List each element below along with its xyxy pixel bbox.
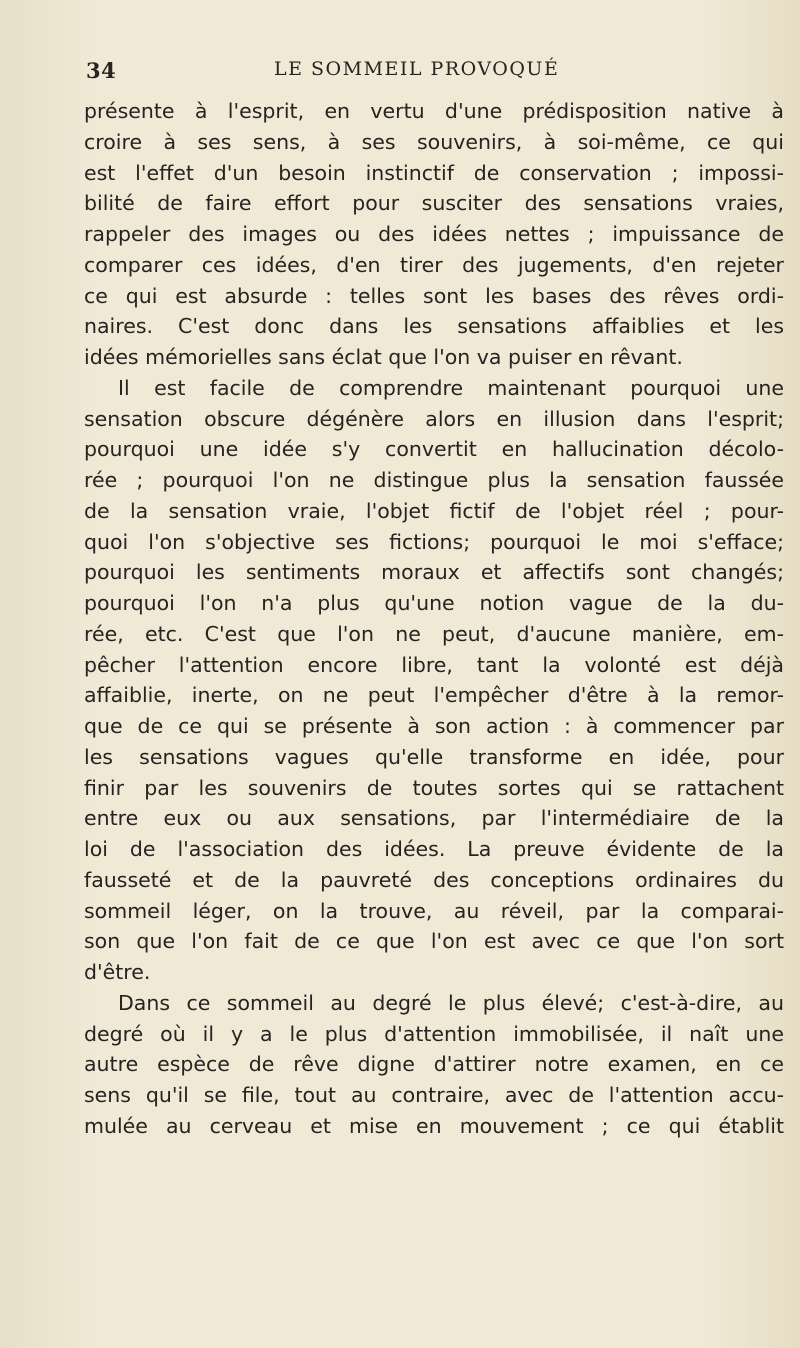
text-line: présente à l'esprit, en vertu d'une prédisposition native à — [84, 99, 784, 123]
text-line: mulée au cerveau et mise en mouvement ; ce qui établit — [84, 1113, 784, 1138]
text-line: pourquoi les sentiments moraux et affectifs sont changés; — [84, 560, 784, 585]
text-line: sens qu'il se file, tout au contraire, avec de l'attention accu- — [84, 1083, 784, 1107]
page-header — [86, 58, 786, 88]
text-line: rée, etc. C'est que l'on ne peut, d'aucune manière, em- — [84, 621, 784, 646]
text-line: les sensations vagues qu'elle transforme en idée, pour — [84, 744, 784, 769]
page-number: 34 — [86, 58, 117, 83]
text-line: finir par les souvenirs de toutes sortes qui se rattachent — [84, 775, 784, 800]
text-line: son que l'on fait de ce que l'on est avec ce que l'on sort — [84, 929, 784, 954]
text-line: Dans ce sommeil au degré le plus élevé; c'est-à-dire, au — [118, 990, 784, 1015]
text-line: ce qui est absurde : telles sont les bases des rêves ordi- — [84, 283, 784, 308]
text-line: fausseté et de la pauvreté des conceptions ordinaires du — [84, 867, 784, 892]
text-line: sensation obscure dégénère alors en illusion dans l'esprit; — [84, 406, 784, 431]
text-line: croire à ses sens, à ses souvenirs, à soi-même, ce qui — [84, 129, 784, 154]
text-line: rée ; pourquoi l'on ne distingue plus la sensation faussée — [84, 468, 784, 492]
text-line: entre eux ou aux sensations, par l'intermédiaire de la — [84, 806, 784, 831]
text-line: de la sensation vraie, l'objet fictif de l'objet réel ; pour- — [84, 498, 784, 523]
text-line: idées mémorielles sans éclat que l'on va puiser en rêvant. — [84, 345, 683, 369]
text-line: pourquoi une idée s'y convertit en hallucination décolo- — [84, 437, 784, 462]
text-line: degré où il y a le plus d'attention immobilisée, il naît une — [84, 1021, 784, 1046]
text-line: d'être. — [84, 960, 151, 984]
text-line: comparer ces idées, d'en tirer des jugements, d'en rejeter — [84, 252, 784, 277]
text-line: pêcher l'attention encore libre, tant la volonté est déjà — [84, 652, 784, 677]
text-line: autre espèce de rêve digne d'attirer notre examen, en ce — [84, 1052, 784, 1077]
text-line: Il est facile de comprendre maintenant pourquoi une — [118, 375, 784, 400]
text-line: sommeil léger, on la trouve, au réveil, par la comparai- — [84, 898, 784, 923]
text-line: quoi l'on s'objective ses fictions; pourquoi le moi s'efface; — [84, 529, 784, 554]
text-line: naires. C'est donc dans les sensations affaiblies et les — [84, 314, 784, 339]
text-line: que de ce qui se présente à son action : à commencer par — [84, 714, 784, 738]
text-line: loi de l'association des idées. La preuve évidente de la — [84, 837, 784, 861]
text-line: bilité de faire effort pour susciter des sensations vraies, — [84, 191, 784, 216]
running-title: LE SOMMEIL PROVOQUÉ — [274, 58, 560, 80]
text-line: est l'effet d'un besoin instinctif de conservation ; impossi- — [84, 160, 784, 185]
text-line: affaiblie, inerte, on ne peut l'empêcher d'être à la remor- — [84, 683, 784, 708]
text-line: rappeler des images ou des idées nettes ; impuissance de — [84, 222, 784, 246]
text-line: pourquoi l'on n'a plus qu'une notion vague de la du- — [84, 591, 784, 615]
body-text — [84, 96, 784, 1142]
